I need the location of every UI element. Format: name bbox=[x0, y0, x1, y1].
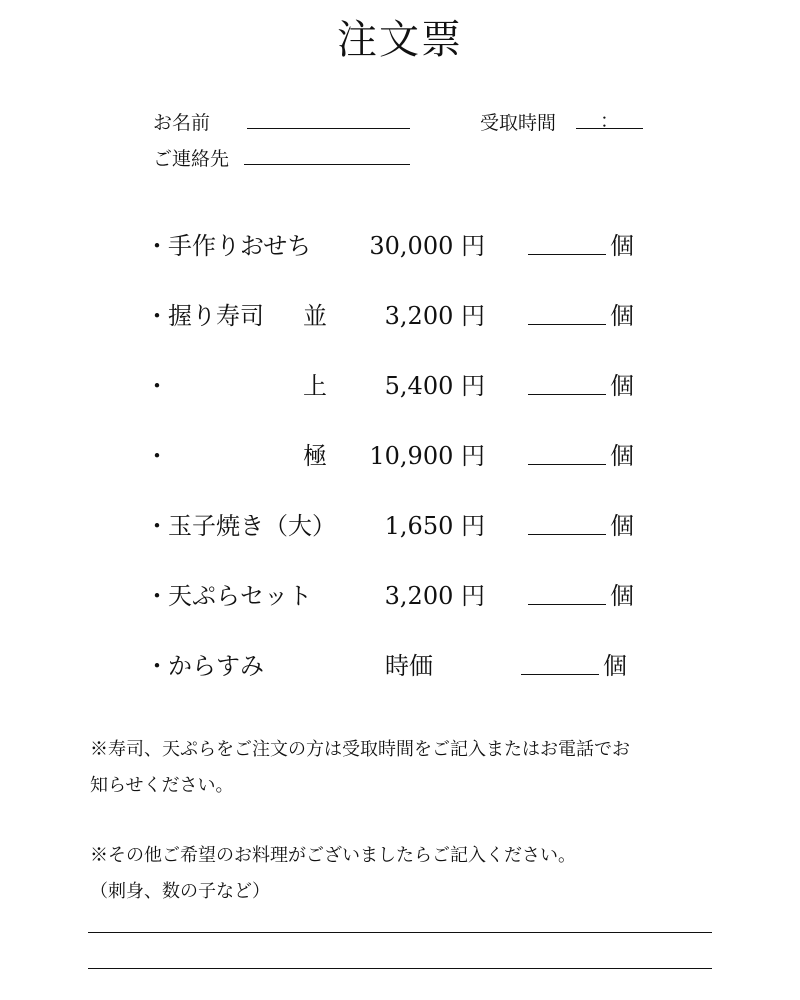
order-row-tempura-set bbox=[0, 576, 800, 616]
quantity-unit: 個 bbox=[603, 652, 627, 680]
pickup-time-separator: ： bbox=[600, 110, 620, 132]
quantity-unit: 個 bbox=[610, 582, 634, 610]
note-pickup-time bbox=[90, 732, 630, 804]
quantity-field[interactable] bbox=[521, 674, 599, 675]
row-bullet: ・ bbox=[145, 372, 169, 400]
order-row-nigiri-nami bbox=[0, 296, 800, 336]
order-row-osechi bbox=[0, 226, 800, 266]
quantity-unit: 個 bbox=[610, 512, 634, 540]
quantity-unit: 個 bbox=[610, 302, 634, 330]
item-price: 30,000 円 bbox=[369, 232, 485, 260]
quantity-field[interactable] bbox=[528, 534, 606, 535]
page-title: 注文票 bbox=[337, 17, 463, 63]
name-field[interactable] bbox=[247, 128, 410, 129]
pickup-time-label: 受取時間 bbox=[480, 112, 557, 134]
item-name: 握り寿司 bbox=[168, 302, 264, 330]
item-name: 天ぷらセット bbox=[168, 582, 312, 610]
item-name: 手作りおせち bbox=[168, 232, 312, 260]
note-line: （刺身、数の子など） bbox=[90, 881, 270, 902]
quantity-unit: 個 bbox=[610, 232, 634, 260]
item-price: 10,900 円 bbox=[369, 442, 485, 470]
quantity-field[interactable] bbox=[528, 254, 606, 255]
row-bullet: ・ bbox=[145, 652, 169, 680]
row-bullet: ・ bbox=[145, 582, 169, 610]
item-price: 時価 bbox=[385, 652, 433, 680]
item-price: 1,650 円 bbox=[384, 512, 485, 540]
request-line-2[interactable] bbox=[88, 968, 712, 969]
item-price: 5,400 円 bbox=[384, 372, 485, 400]
row-bullet: ・ bbox=[145, 302, 169, 330]
contact-label: ご連絡先 bbox=[153, 148, 230, 170]
quantity-field[interactable] bbox=[528, 464, 606, 465]
contact-field[interactable] bbox=[244, 164, 410, 165]
row-bullet: ・ bbox=[145, 442, 169, 470]
note-line: ※寿司、天ぷらをご注文の方は受取時間をご記入またはお電話でお bbox=[90, 739, 630, 760]
item-grade: 並 bbox=[303, 302, 327, 330]
quantity-field[interactable] bbox=[528, 394, 606, 395]
item-price: 3,200 円 bbox=[384, 582, 485, 610]
item-name: からすみ bbox=[168, 652, 264, 680]
row-bullet: ・ bbox=[145, 512, 169, 540]
item-grade: 極 bbox=[303, 442, 327, 470]
note-other-dishes bbox=[90, 838, 576, 910]
item-name: 玉子焼き（大） bbox=[168, 512, 336, 540]
note-line: 知らせください。 bbox=[90, 775, 234, 796]
note-line: ※その他ご希望のお料理がございましたらご記入ください。 bbox=[90, 845, 576, 866]
order-row-nigiri-kiwami bbox=[0, 436, 800, 476]
row-bullet: ・ bbox=[145, 232, 169, 260]
order-row-tamagoyaki bbox=[0, 506, 800, 546]
order-row-nigiri-jou bbox=[0, 366, 800, 406]
item-price: 3,200 円 bbox=[384, 302, 485, 330]
order-row-karasumi bbox=[0, 646, 800, 686]
quantity-unit: 個 bbox=[610, 442, 634, 470]
quantity-unit: 個 bbox=[610, 372, 634, 400]
request-line-1[interactable] bbox=[88, 932, 712, 933]
quantity-field[interactable] bbox=[528, 604, 606, 605]
item-grade: 上 bbox=[303, 372, 327, 400]
quantity-field[interactable] bbox=[528, 324, 606, 325]
name-label: お名前 bbox=[153, 112, 211, 134]
